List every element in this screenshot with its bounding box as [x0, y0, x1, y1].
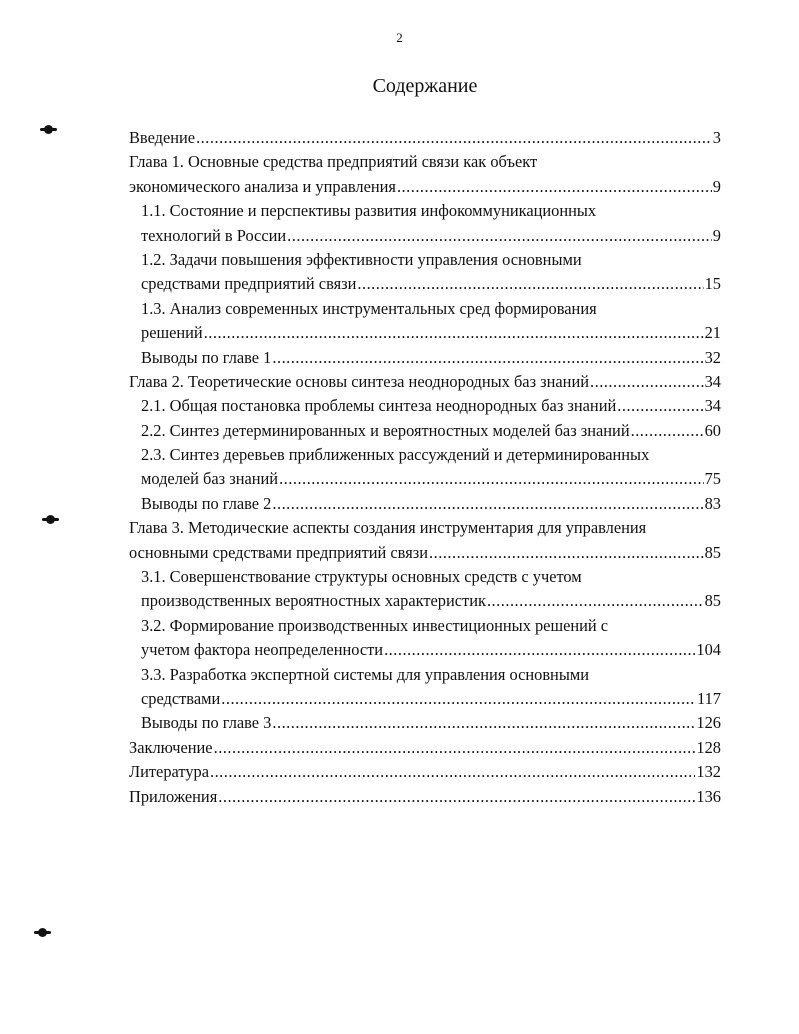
- toc-entry[interactable]: [129, 224, 721, 248]
- toc-entry-text: 1.2. Задачи повышения эффективности управления основными: [141, 249, 582, 269]
- toc-page-number: 9: [712, 176, 721, 196]
- dot-leader: [631, 419, 704, 443]
- dot-leader: [429, 541, 704, 565]
- toc-entry-text: Глава 3. Методические аспекты создания инструментария для управления: [129, 518, 647, 538]
- toc-entry-text: Приложения: [129, 786, 218, 806]
- dot-leader: [487, 589, 704, 613]
- toc-entry[interactable]: [129, 126, 721, 150]
- toc-page-number: 104: [696, 640, 721, 660]
- toc-entry-line: [129, 150, 721, 174]
- toc-entry-text: учетом фактора неопределенности: [141, 640, 384, 660]
- toc-entry[interactable]: [129, 394, 721, 418]
- toc-page-number: 85: [704, 591, 721, 611]
- toc-entry-text: основными средствами предприятий связи: [129, 542, 428, 562]
- toc-entry-line: [129, 248, 721, 272]
- toc-entry-text: производственных вероятностных характеристик: [141, 591, 486, 611]
- dot-leader: [397, 175, 712, 199]
- toc-entry-text: Заключение: [129, 737, 213, 757]
- toc-page-number: 34: [704, 396, 721, 416]
- toc-page-number: 136: [696, 786, 721, 806]
- toc-entry-text: 1.3. Анализ современных инструментальных сред формирования: [141, 298, 597, 318]
- toc-page-number: 21: [704, 323, 721, 343]
- toc-entry-text: средствами предприятий связи: [141, 274, 357, 294]
- toc-entry-text: 2.3. Синтез деревьев приближенных рассуждений и детерминированных: [141, 445, 650, 465]
- toc-entry[interactable]: [129, 687, 721, 711]
- toc-page-number: 85: [704, 542, 721, 562]
- toc-entry-text: Выводы по главе 2: [141, 493, 272, 513]
- toc-entry-text: решений: [141, 323, 203, 343]
- toc-page-number: 132: [696, 762, 721, 782]
- dot-leader: [196, 126, 712, 150]
- toc-entry[interactable]: [129, 370, 721, 394]
- dot-leader: [210, 760, 695, 784]
- toc-entry-line: [129, 443, 721, 467]
- toc-entry[interactable]: [129, 272, 721, 296]
- margin-mark-icon: [46, 515, 55, 524]
- toc-page-number: 32: [704, 347, 721, 367]
- margin-mark-icon: [38, 928, 47, 937]
- toc-entry-text: 2.1. Общая постановка проблемы синтеза неоднородных баз знаний: [141, 396, 617, 416]
- toc-entry-text: 3.3. Разработка экспертной системы для управления основными: [141, 664, 589, 684]
- dot-leader: [204, 321, 704, 345]
- toc-entry[interactable]: [129, 346, 721, 370]
- toc-entry-text: Глава 2. Теоретические основы синтеза неоднородных баз знаний: [129, 371, 589, 391]
- dot-leader: [287, 224, 712, 248]
- toc-entry-text: Литература: [129, 762, 209, 782]
- table-of-contents: [129, 126, 721, 809]
- dot-leader: [384, 638, 695, 662]
- dot-leader: [357, 272, 703, 296]
- toc-entry[interactable]: [129, 736, 721, 760]
- toc-entry-line: [129, 516, 721, 540]
- toc-entry-line: [129, 565, 721, 589]
- toc-page-number: 128: [696, 737, 721, 757]
- dot-leader: [590, 370, 704, 394]
- toc-entry-line: [129, 614, 721, 638]
- toc-entry[interactable]: [129, 785, 721, 809]
- toc-entry[interactable]: [129, 760, 721, 784]
- toc-entry[interactable]: [129, 321, 721, 345]
- toc-entry[interactable]: [129, 711, 721, 735]
- toc-page-number: 3: [712, 128, 721, 147]
- page-number: 2: [396, 30, 403, 45]
- toc-entry-line: [129, 199, 721, 223]
- toc-page-number: 126: [696, 713, 721, 733]
- toc-entry-text: моделей баз знаний: [141, 469, 279, 489]
- toc-entry-text: средствами: [141, 688, 221, 708]
- toc-entry-text: Выводы по главе 3: [141, 713, 272, 733]
- toc-entry-text: экономического анализа и управления: [129, 176, 396, 196]
- dot-leader: [272, 492, 703, 516]
- toc-entry-text: Введение: [129, 128, 196, 147]
- toc-page-number: 15: [704, 274, 721, 294]
- toc-entry-text: 3.2. Формирование производственных инвестиционных решений с: [141, 615, 609, 635]
- toc-page-number: 9: [712, 225, 721, 245]
- dot-leader: [221, 687, 696, 711]
- toc-entry-line: [129, 663, 721, 687]
- toc-entry-text: 1.1. Состояние и перспективы развития инфокоммуникационных: [141, 201, 597, 221]
- toc-entry[interactable]: [129, 589, 721, 613]
- margin-mark-icon: [44, 125, 53, 134]
- toc-entry[interactable]: [129, 492, 721, 516]
- toc-entry-text: Выводы по главе 1: [141, 347, 272, 367]
- toc-entry[interactable]: [129, 467, 721, 491]
- toc-page-number: 117: [697, 688, 721, 708]
- toc-entry-text: Глава 1. Основные средства предприятий связи как объект: [129, 152, 538, 172]
- dot-leader: [272, 346, 703, 370]
- dot-leader: [218, 785, 695, 809]
- dot-leader: [272, 711, 695, 735]
- toc-entry[interactable]: [129, 638, 721, 662]
- dot-leader: [617, 394, 703, 418]
- toc-entry[interactable]: [129, 541, 721, 565]
- toc-entry-text: 3.1. Совершенствование структуры основных средств с учетом: [141, 567, 582, 587]
- toc-page-number: 83: [704, 493, 721, 513]
- dot-leader: [214, 736, 696, 760]
- toc-entry-text: 2.2. Синтез детерминированных и вероятностных моделей баз знаний: [141, 420, 630, 440]
- toc-entry-line: [129, 297, 721, 321]
- toc-page-number: 60: [704, 420, 721, 440]
- page-title: Содержание: [372, 75, 478, 97]
- toc-entry[interactable]: [129, 419, 721, 443]
- toc-entry-text: технологий в России: [141, 225, 287, 245]
- toc-page-number: 34: [704, 371, 721, 391]
- dot-leader: [279, 467, 704, 491]
- toc-page-number: 75: [704, 469, 721, 489]
- toc-entry[interactable]: [129, 175, 721, 199]
